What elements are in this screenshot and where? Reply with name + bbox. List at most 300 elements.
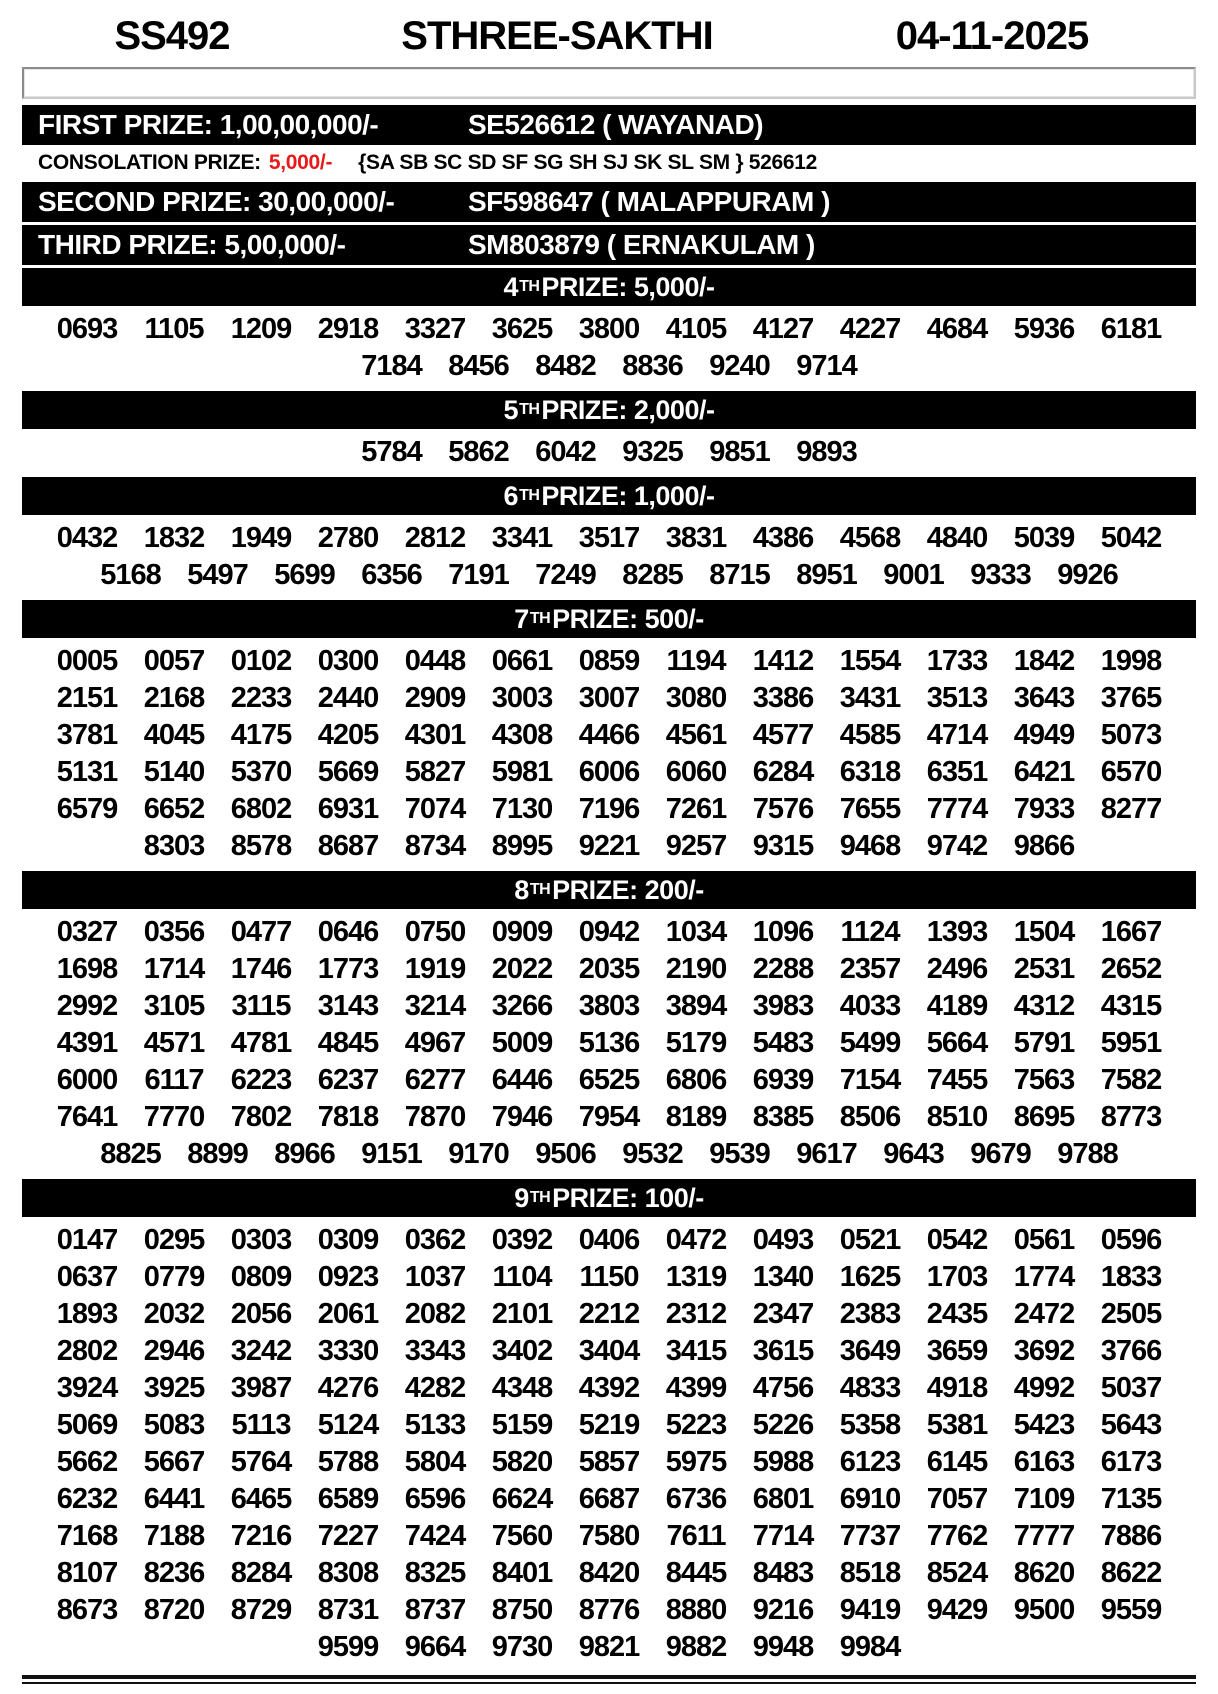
prize-number: 4392 — [578, 1372, 640, 1404]
prize-number: 4684 — [926, 313, 988, 345]
prize-number: 8773 — [1100, 1101, 1162, 1133]
prize-number: 1504 — [1013, 916, 1075, 948]
prize-section-header: 9 TH PRIZE: 100/- — [22, 1179, 1196, 1217]
prize-section-header: 6 TH PRIZE: 1,000/- — [22, 477, 1196, 515]
prize-number: 7227 — [317, 1520, 379, 1552]
prize-number: 8401 — [491, 1557, 553, 1589]
prize-number: 8995 — [491, 830, 553, 862]
prize-number: 7933 — [1013, 793, 1075, 825]
prize-number: 1919 — [404, 953, 466, 985]
prize-number: 9468 — [839, 830, 901, 862]
prize-numbers-grid — [22, 309, 1196, 388]
prize-number: 7109 — [1013, 1483, 1075, 1515]
prize-number: 7582 — [1100, 1064, 1162, 1096]
prize-number: 5226 — [752, 1409, 814, 1441]
prize-number: 6163 — [1013, 1446, 1075, 1478]
prize-number: 8107 — [56, 1557, 118, 1589]
prize-number: 1096 — [752, 916, 814, 948]
prize-number: 4315 — [1100, 990, 1162, 1022]
first-prize-bar — [22, 105, 1196, 145]
prize-number: 5223 — [665, 1409, 727, 1441]
prize-number: 0327 — [56, 916, 118, 948]
prize-number: 3983 — [752, 990, 814, 1022]
prize-number: 6277 — [404, 1064, 466, 1096]
prize-number: 5370 — [230, 756, 292, 788]
prize-number: 8277 — [1100, 793, 1162, 825]
prize-number: 3513 — [926, 682, 988, 714]
prize-number: 5136 — [578, 1027, 640, 1059]
prize-number: 7216 — [230, 1520, 292, 1552]
prize-number: 6624 — [491, 1483, 553, 1515]
prize-number: 0303 — [230, 1224, 292, 1256]
prize-number: 8524 — [926, 1557, 988, 1589]
prize-number: 5791 — [1013, 1027, 1075, 1059]
prize-number: 7641 — [56, 1101, 118, 1133]
prize-number: 5009 — [491, 1027, 553, 1059]
prize-section-header-text: PRIZE: 100/- — [552, 1182, 704, 1213]
prize-number: 1774 — [1013, 1261, 1075, 1293]
prize-number: 4561 — [665, 719, 727, 751]
prize-number: 6441 — [143, 1483, 205, 1515]
prize-number: 5936 — [1013, 313, 1075, 345]
prize-number: 6318 — [839, 756, 901, 788]
prize-number: 9170 — [448, 1138, 509, 1170]
prize-number: 3105 — [143, 990, 205, 1022]
prize-number: 0750 — [404, 916, 466, 948]
prize-section-header-text: 9 — [514, 1182, 529, 1213]
prize-number: 0295 — [143, 1224, 205, 1256]
prize-number: 9500 — [1013, 1594, 1075, 1626]
prize-number: 8510 — [926, 1101, 988, 1133]
prize-number: 9325 — [622, 436, 683, 468]
third-prize-label: THIRD PRIZE: 5,00,000/- — [38, 229, 346, 260]
prize-number: 1037 — [404, 1261, 466, 1293]
prize-number: 0646 — [317, 916, 379, 948]
prize-number: 6652 — [143, 793, 205, 825]
prize-number: 4949 — [1013, 719, 1075, 751]
prize-number: 3003 — [491, 682, 553, 714]
prize-number: 3800 — [578, 313, 640, 345]
prize-number: 7611 — [666, 1520, 726, 1552]
prize-number: 4967 — [404, 1027, 466, 1059]
prize-numbers-grid — [22, 518, 1196, 597]
prize-number: 9714 — [796, 350, 857, 382]
prize-number: 8518 — [839, 1557, 901, 1589]
prize-number: 3649 — [839, 1335, 901, 1367]
prize-number: 4205 — [317, 719, 379, 751]
prize-number: 0309 — [317, 1224, 379, 1256]
prize-number: 3402 — [491, 1335, 553, 1367]
prize-number: 5179 — [665, 1027, 727, 1059]
prize-number: 7802 — [230, 1101, 292, 1133]
prize-number: 7762 — [926, 1520, 988, 1552]
prize-section-header-text: PRIZE: 5,000/- — [541, 271, 715, 302]
prize-number: 7168 — [56, 1520, 118, 1552]
prize-number: 8620 — [1013, 1557, 1075, 1589]
prize-number: 3404 — [578, 1335, 640, 1367]
prize-number: 1998 — [1100, 645, 1162, 677]
prize-number: 2061 — [317, 1298, 379, 1330]
prize-number: 9257 — [665, 830, 727, 862]
prize-number: 1554 — [839, 645, 901, 677]
prize-number: 7184 — [361, 350, 422, 382]
prize-number: 2101 — [491, 1298, 553, 1330]
prize-number: 8506 — [839, 1101, 901, 1133]
prize-number: 1340 — [752, 1261, 814, 1293]
prize-section-header: 7 TH PRIZE: 500/- — [22, 600, 1196, 638]
prize-number: 5699 — [274, 559, 335, 591]
prize-number: 2531 — [1013, 953, 1075, 985]
prize-number: 6589 — [317, 1483, 379, 1515]
prize-number: 4348 — [491, 1372, 553, 1404]
prize-number: 3517 — [578, 522, 640, 554]
prize-number: 5037 — [1100, 1372, 1162, 1404]
prize-number: 8750 — [491, 1594, 553, 1626]
prize-number: 3080 — [665, 682, 727, 714]
prize-number: 2652 — [1100, 953, 1162, 985]
prize-number: 0909 — [491, 916, 553, 948]
prize-number: 8825 — [100, 1138, 161, 1170]
prize-number: 4568 — [839, 522, 901, 554]
prize-number: 8734 — [404, 830, 466, 862]
prize-number: 1034 — [665, 916, 727, 948]
prize-number: 9419 — [839, 1594, 901, 1626]
prize-number: 7576 — [752, 793, 814, 825]
prize-number: 4840 — [926, 522, 988, 554]
prize-number: 4227 — [839, 313, 901, 345]
prize-number: 6117 — [144, 1064, 204, 1096]
prize-number: 6736 — [665, 1483, 727, 1515]
prize-number: 1194 — [666, 645, 726, 677]
prize-number: 9788 — [1057, 1138, 1118, 1170]
prize-section-header-text: 5 — [503, 394, 519, 425]
prize-number: 9679 — [970, 1138, 1031, 1170]
prize-number: 0300 — [317, 645, 379, 677]
prize-number: 1773 — [317, 953, 379, 985]
prize-number: 5423 — [1013, 1409, 1075, 1441]
prize-number: 2496 — [926, 953, 988, 985]
prize-number: 6060 — [665, 756, 727, 788]
prize-number: 4276 — [317, 1372, 379, 1404]
prize-number: 3925 — [143, 1372, 205, 1404]
prize-number: 6181 — [1100, 313, 1162, 345]
prize-number: 4833 — [839, 1372, 901, 1404]
prize-number: 2168 — [143, 682, 205, 714]
prize-number: 4571 — [143, 1027, 205, 1059]
prize-number: 2440 — [317, 682, 379, 714]
prize-number: 4466 — [578, 719, 640, 751]
prize-number: 8483 — [752, 1557, 814, 1589]
prize-number: 0362 — [404, 1224, 466, 1256]
prize-number: 3659 — [926, 1335, 988, 1367]
prize-number: 5981 — [491, 756, 553, 788]
prize-number: 1625 — [839, 1261, 901, 1293]
prize-number: 2435 — [926, 1298, 988, 1330]
prize-number: 0356 — [143, 916, 205, 948]
prize-number: 5483 — [752, 1027, 814, 1059]
prize-number: 3831 — [665, 522, 727, 554]
prize-number: 3625 — [491, 313, 553, 345]
prize-number: 8622 — [1100, 1557, 1162, 1589]
prize-number: 2233 — [230, 682, 292, 714]
prize-number: 6446 — [491, 1064, 553, 1096]
prize-number: 8325 — [404, 1557, 466, 1589]
prize-sections — [22, 268, 1196, 1669]
consolation-amount: 5,000/- — [268, 151, 333, 174]
prize-number: 2909 — [404, 682, 466, 714]
prize-number: 0005 — [56, 645, 118, 677]
prize-number: 5073 — [1100, 719, 1162, 751]
prize-number: 4308 — [491, 719, 553, 751]
prize-number: 2383 — [839, 1298, 901, 1330]
prize-number: 6570 — [1100, 756, 1162, 788]
prize-number: 5857 — [578, 1446, 640, 1478]
prize-number: 8729 — [230, 1594, 292, 1626]
consolation-prize-row — [22, 148, 1196, 178]
prize-number: 7249 — [535, 559, 596, 591]
prize-number: 1703 — [926, 1261, 988, 1293]
prize-number: 3341 — [491, 522, 553, 554]
prize-number: 3765 — [1100, 682, 1162, 714]
prize-number: 7886 — [1100, 1520, 1162, 1552]
prize-number: 9926 — [1057, 559, 1118, 591]
prize-section-header-text: 4 — [503, 271, 519, 302]
prize-number: 2151 — [56, 682, 118, 714]
prize-number: 9984 — [839, 1631, 901, 1663]
prize-number: 5784 — [361, 436, 422, 468]
prize-number: 5069 — [56, 1409, 118, 1441]
prize-number: 2780 — [317, 522, 379, 554]
prize-number: 1104 — [492, 1261, 552, 1293]
prize-number: 7196 — [578, 793, 640, 825]
prize-section-header: 5 TH PRIZE: 2,000/- — [22, 391, 1196, 429]
prize-number: 9539 — [709, 1138, 770, 1170]
prize-section-header-text: 6 — [503, 480, 519, 511]
prize-number: 5124 — [317, 1409, 379, 1441]
prize-number: 7580 — [578, 1520, 640, 1552]
prize-number: 0057 — [143, 645, 205, 677]
prize-number: 7154 — [839, 1064, 901, 1096]
prize-number: 3692 — [1013, 1335, 1075, 1367]
prize-number: 3115 — [231, 990, 291, 1022]
prize-number: 9221 — [578, 830, 640, 862]
prize-number: 8880 — [665, 1594, 727, 1626]
prize-number: 0521 — [839, 1224, 901, 1256]
prize-number: 8720 — [143, 1594, 205, 1626]
prize-number: 5827 — [404, 756, 466, 788]
prize-number: 7870 — [404, 1101, 466, 1133]
prize-number: 3343 — [404, 1335, 466, 1367]
prize-number: 8303 — [143, 830, 205, 862]
prize-number: 4918 — [926, 1372, 988, 1404]
prize-number: 9151 — [361, 1138, 422, 1170]
prize-number: 3781 — [56, 719, 118, 751]
prize-number: 4045 — [143, 719, 205, 751]
prize-number: 5820 — [491, 1446, 553, 1478]
prize-number: 1949 — [230, 522, 292, 554]
prize-number: 5643 — [1100, 1409, 1162, 1441]
prize-number: 6000 — [56, 1064, 118, 1096]
prize-number: 4033 — [839, 990, 901, 1022]
prize-number: 1733 — [926, 645, 988, 677]
prize-number: 1209 — [230, 313, 292, 345]
prize-number: 3766 — [1100, 1335, 1162, 1367]
prize-number: 6356 — [361, 559, 422, 591]
draw-code: SS492 — [114, 14, 230, 58]
prize-number: 2347 — [752, 1298, 814, 1330]
prize-number: 3143 — [317, 990, 379, 1022]
empty-text-box[interactable] — [22, 67, 1196, 99]
prize-number: 7774 — [926, 793, 988, 825]
prize-number: 6351 — [926, 756, 988, 788]
prize-number: 9882 — [665, 1631, 727, 1663]
prize-number: 9506 — [535, 1138, 596, 1170]
prize-section-header-text: PRIZE: 1,000/- — [541, 480, 715, 511]
prize-section-header-text: 7 — [514, 603, 529, 634]
prize-section-header: 4 TH PRIZE: 5,000/- — [22, 268, 1196, 306]
bottom-rule-secondary — [22, 1682, 1196, 1684]
prize-number: 5159 — [491, 1409, 553, 1441]
prize-number: 7074 — [404, 793, 466, 825]
third-prize-winner: SM803879 ( ERNAKULAM ) — [468, 229, 815, 260]
prize-number: 1105 — [144, 313, 204, 345]
prize-number: 5497 — [187, 559, 248, 591]
prize-number: 5140 — [143, 756, 205, 788]
prize-number: 8687 — [317, 830, 379, 862]
prize-number: 6687 — [578, 1483, 640, 1515]
prize-number: 9821 — [578, 1631, 640, 1663]
prize-number: 8445 — [665, 1557, 727, 1589]
prize-number: 0561 — [1013, 1224, 1075, 1256]
prize-number: 3007 — [578, 682, 640, 714]
prize-number: 4282 — [404, 1372, 466, 1404]
prize-number: 9333 — [970, 559, 1031, 591]
prize-number: 6042 — [535, 436, 596, 468]
prize-number: 9893 — [796, 436, 857, 468]
prize-number: 0392 — [491, 1224, 553, 1256]
prize-number: 7946 — [491, 1101, 553, 1133]
prize-number: 3643 — [1013, 682, 1075, 714]
prize-number: 3242 — [230, 1335, 292, 1367]
bottom-rule — [22, 1675, 1196, 1679]
prize-number: 2812 — [404, 522, 466, 554]
consolation-label: CONSOLATION PRIZE: — [38, 151, 261, 174]
prize-section-header-text: PRIZE: 2,000/- — [541, 394, 715, 425]
prize-number: 5667 — [143, 1446, 205, 1478]
prize-number: 0596 — [1100, 1224, 1162, 1256]
prize-number: 8482 — [535, 350, 596, 382]
prize-number: 3803 — [578, 990, 640, 1022]
prize-number: 6145 — [926, 1446, 988, 1478]
prize-number: 6465 — [230, 1483, 292, 1515]
prize-number: 4105 — [665, 313, 727, 345]
prize-number: 5113 — [231, 1409, 291, 1441]
prize-number: 1150 — [579, 1261, 639, 1293]
first-prize-winner: SE526612 ( WAYANAD) — [468, 109, 764, 140]
prize-number: 4585 — [839, 719, 901, 751]
prize-number: 8737 — [404, 1594, 466, 1626]
prize-number: 9730 — [491, 1631, 553, 1663]
prize-number: 6223 — [230, 1064, 292, 1096]
prize-number: 4845 — [317, 1027, 379, 1059]
prize-number: 0472 — [665, 1224, 727, 1256]
prize-number: 8578 — [230, 830, 292, 862]
prize-number: 8951 — [796, 559, 857, 591]
prize-number: 5499 — [839, 1027, 901, 1059]
prize-number: 0448 — [404, 645, 466, 677]
prize-number: 2992 — [56, 990, 118, 1022]
prize-number: 0147 — [56, 1224, 118, 1256]
prize-number: 0637 — [56, 1261, 118, 1293]
prize-number: 7057 — [926, 1483, 988, 1515]
prize-number: 9742 — [926, 830, 988, 862]
prize-number: 2056 — [230, 1298, 292, 1330]
prize-number: 6931 — [317, 793, 379, 825]
prize-number: 5042 — [1100, 522, 1162, 554]
prize-number: 6939 — [752, 1064, 814, 1096]
prize-number: 4781 — [230, 1027, 292, 1059]
prize-number: 7818 — [317, 1101, 379, 1133]
prize-number: 5988 — [752, 1446, 814, 1478]
prize-number: 5133 — [404, 1409, 466, 1441]
prize-number: 3615 — [752, 1335, 814, 1367]
prize-number: 0923 — [317, 1261, 379, 1293]
prize-number: 4175 — [230, 719, 292, 751]
prize-number: 8308 — [317, 1557, 379, 1589]
prize-number: 0102 — [230, 645, 292, 677]
prize-number: 7737 — [839, 1520, 901, 1552]
prize-number: 7424 — [404, 1520, 466, 1552]
prize-number: 6006 — [578, 756, 640, 788]
second-prize-winner: SF598647 ( MALAPPURAM ) — [468, 186, 830, 217]
prize-number: 4714 — [926, 719, 988, 751]
prize-number: 1746 — [230, 953, 292, 985]
prize-number: 8966 — [274, 1138, 335, 1170]
prize-number: 8695 — [1013, 1101, 1075, 1133]
prize-number: 6173 — [1100, 1446, 1162, 1478]
prize-number: 7455 — [926, 1064, 988, 1096]
prize-numbers-grid — [22, 1220, 1196, 1669]
prize-number: 2312 — [665, 1298, 727, 1330]
prize-number: 3894 — [665, 990, 727, 1022]
prize-number: 2472 — [1013, 1298, 1075, 1330]
prize-number: 7714 — [752, 1520, 814, 1552]
prize-number: 4127 — [752, 313, 814, 345]
prize-number: 3214 — [404, 990, 466, 1022]
prize-number: 6802 — [230, 793, 292, 825]
prize-number: 6910 — [839, 1483, 901, 1515]
prize-number: 5131 — [56, 756, 118, 788]
prize-number: 2505 — [1100, 1298, 1162, 1330]
prize-number: 3266 — [491, 990, 553, 1022]
prize-number: 6801 — [752, 1483, 814, 1515]
prize-number: 1393 — [926, 916, 988, 948]
prize-number: 0493 — [752, 1224, 814, 1256]
prize-number: 7777 — [1013, 1520, 1075, 1552]
prize-number: 6284 — [752, 756, 814, 788]
prize-number: 1124 — [840, 916, 900, 948]
prize-number: 8731 — [317, 1594, 379, 1626]
prize-number: 7130 — [491, 793, 553, 825]
prize-number: 4399 — [665, 1372, 727, 1404]
prize-number: 5975 — [665, 1446, 727, 1478]
prize-number: 0477 — [230, 916, 292, 948]
prize-number: 5669 — [317, 756, 379, 788]
prize-number: 2032 — [143, 1298, 205, 1330]
prize-number: 5804 — [404, 1446, 466, 1478]
prize-number: 7563 — [1013, 1064, 1075, 1096]
second-prize-bar — [22, 182, 1196, 222]
